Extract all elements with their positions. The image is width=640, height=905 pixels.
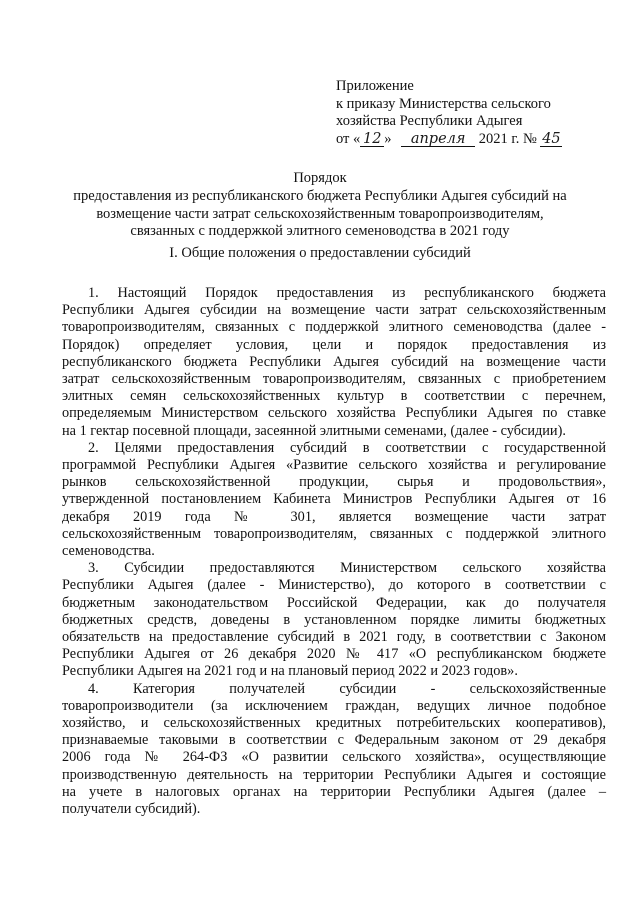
paragraph-line: товаропроизводителям, связанных с поддержкой элитного семеноводства (далее - (62, 319, 606, 336)
paragraph-line: Республики Адыгея субсидии на возмещение части затрат сельскохозяйственным (62, 302, 606, 319)
paragraph-line: производственную деятельность на территории Республики Адыгея и состоящие (62, 766, 606, 783)
title-line: возмещение части затрат сельскохозяйственным товаропроизводителям, (96, 205, 544, 222)
paragraph-line: элитных семян сельскохозяйственных культур в соответствии с перечнем, (62, 388, 606, 405)
annex-number: 45 (542, 130, 561, 147)
paragraph-line: на учете в налоговых органах на территории Республики Адыгея (далее – (62, 783, 606, 800)
paragraph-line: 2. Целями предоставления субсидий в соответствии с государственной (88, 439, 606, 456)
paragraph-line: Порядок) определяет условия, цели и порядок предоставления из (62, 336, 606, 353)
paragraph-line: программой Республики Адыгея «Развитие сельского хозяйства и регулирование (62, 457, 606, 474)
paragraph-line: семеноводства. (62, 543, 155, 560)
annex-close-quote: » (384, 130, 392, 147)
annex-month: апреля (401, 132, 475, 147)
annex-line: Приложение (336, 78, 414, 94)
title-line: связанных с поддержкой элитного семеноводства в 2021 году (130, 223, 510, 240)
paragraph-line: 2006 года № 264-ФЗ «О развитии сельского хозяйства», осуществляющие (62, 749, 606, 766)
document-body (62, 285, 606, 818)
paragraph-line: на 1 гектар посевной площади, засеянной элитными семенами, (далее - субсидии). (62, 422, 566, 439)
paragraph-line: затрат сельскохозяйственным товаропроизводителям, связанных с приобретением (62, 371, 606, 388)
paragraph-line: получатели субсидий). (62, 801, 201, 818)
paragraph-line: сельскохозяйственным товаропроизводителям, связанных с поддержкой элитного (62, 525, 606, 542)
paragraph-line: 4. Категория получателей субсидии - сельскохозяйственные (88, 680, 606, 697)
paragraph-line: декабря 2019 года № 301, является возмещение части затрат (62, 508, 606, 525)
title-line: предоставления из республиканского бюджета Республики Адыгея субсидий на (73, 187, 567, 204)
paragraph-line: бюджетным законодательством Российской Федерации, как до получателя (62, 594, 606, 611)
paragraph-line: Республики Адыгея (далее - Министерство), до которого в соответствии с (62, 577, 606, 594)
paragraph-line: бюджетных средств, доведены в установленном порядке лимиты бюджетных (62, 611, 606, 628)
paragraph-line: обязательств на предоставление субсидий в 2021 году, в соответствии с Законом (62, 629, 606, 646)
section-heading: I. Общие положения о предоставлении субсидий (169, 245, 471, 261)
paragraph-line: признаваемые таковыми в соответствии с Федеральным законом от 29 декабря (62, 732, 606, 749)
paragraph-line: Республики Адыгея от 26 декабря 2020 № 417 «О республиканском бюджете (62, 646, 606, 663)
annex-day: 12 (360, 132, 384, 147)
paragraph-line: определяемым Министерством сельского хозяйства Республики Адыгея по ставке (62, 405, 606, 422)
title-word: Порядок (293, 170, 347, 186)
paragraph-line: товаропроизводители (за исключением граждан, ведущих личное подобное (62, 697, 606, 714)
paragraph-line: Республики Адыгея на 2021 год и на плановый период 2022 и 2023 годов». (62, 663, 518, 680)
annex-line: к приказу Министерства сельского (336, 95, 551, 112)
paragraph-line: утвержденной постановлением Кабинета Министров Республики Адыгея от 16 (62, 491, 606, 508)
annex-line: хозяйства Республики Адыгея (336, 113, 523, 129)
annex-date-line (336, 131, 606, 149)
paragraph-line: 3. Субсидии предоставляются Министерством сельского хозяйства (88, 560, 606, 577)
annex-from: от « (336, 130, 361, 147)
paragraph-line: республиканского бюджета Республики Адыгея субсидий на возмещение части (62, 353, 606, 370)
document-title (40, 170, 600, 241)
annex-block (336, 78, 606, 148)
annex-year: 2021 г. № (478, 130, 537, 147)
paragraph-line: хозяйство, и сельскохозяйственных кредитных потребительских кооперативов), (62, 715, 606, 732)
paragraph-line: 1. Настоящий Порядок предоставления из республиканского бюджета (88, 285, 606, 301)
paragraph-line: рынков сельскохозяйственной продукции, сырья и продовольствия», (62, 474, 606, 491)
